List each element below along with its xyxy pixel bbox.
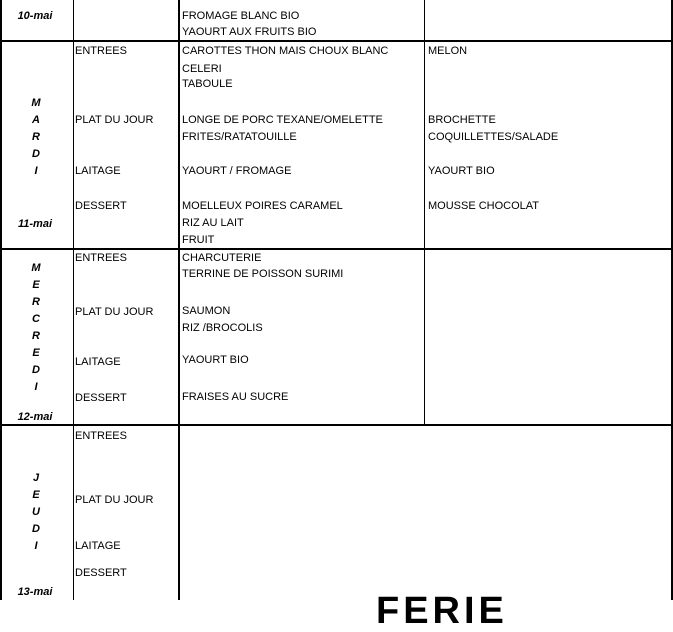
day-letter: E — [32, 279, 40, 291]
day-letter: J — [32, 472, 40, 484]
day-letter: C — [32, 313, 40, 325]
menu-item: CAROTTES THON MAIS CHOUX BLANC — [182, 45, 389, 57]
menu-item: CELERI — [182, 63, 222, 75]
menu-item: YAOURT BIO — [182, 354, 249, 366]
grid-line — [0, 0, 2, 600]
category-label: PLAT DU JOUR — [75, 494, 154, 506]
menu-item: RIZ AU LAIT — [182, 217, 244, 229]
day-letter: R — [32, 296, 40, 308]
day-letter: D — [32, 148, 40, 160]
menu-item: FRUIT — [182, 234, 215, 246]
category-label: DESSERT — [75, 200, 127, 212]
holiday-label: FERIE — [376, 590, 508, 632]
grid-line — [0, 40, 673, 42]
day-letter: R — [32, 330, 40, 342]
menu-item: BROCHETTE — [428, 114, 496, 126]
date-label: 12-mai — [17, 411, 53, 423]
day-letter: A — [32, 114, 40, 126]
menu-item: MELON — [428, 45, 468, 57]
day-letter: I — [34, 381, 38, 393]
category-label: LAITAGE — [75, 356, 121, 368]
day-letter: E — [32, 347, 40, 359]
menu-item: RIZ /BROCOLIS — [182, 322, 263, 334]
grid-line — [424, 0, 425, 425]
menu-item: LONGE DE PORC TEXANE/OMELETTE — [182, 114, 383, 126]
menu-item: YAOURT BIO — [428, 165, 495, 177]
grid-line — [73, 0, 74, 600]
day-letter: D — [32, 523, 40, 535]
menu-item: YAOURT / FROMAGE — [182, 165, 292, 177]
date-label: 10-mai — [17, 10, 53, 22]
day-letter: I — [34, 165, 38, 177]
category-label: ENTREES — [75, 252, 127, 264]
menu-item: FROMAGE BLANC BIO — [182, 10, 300, 22]
menu-item: COQUILLETTES/SALADE — [428, 131, 559, 143]
grid-line — [178, 0, 180, 600]
day-letter: U — [32, 506, 40, 518]
menu-item: TERRINE DE POISSON SURIMI — [182, 268, 344, 280]
menu-item: MOUSSE CHOCOLAT — [428, 200, 540, 212]
day-letter: M — [31, 262, 41, 274]
menu-item: YAOURT AUX FRUITS BIO — [182, 26, 317, 38]
category-label: ENTREES — [75, 45, 127, 57]
menu-item: FRAISES AU SUCRE — [182, 391, 289, 403]
day-letter: I — [34, 540, 38, 552]
day-letter: R — [32, 131, 40, 143]
menu-item: CHARCUTERIE — [182, 252, 262, 264]
category-label: LAITAGE — [75, 165, 121, 177]
category-label: PLAT DU JOUR — [75, 306, 154, 318]
menu-item: SAUMON — [182, 305, 231, 317]
date-label: 13-mai — [17, 586, 53, 598]
grid-line — [0, 424, 673, 426]
menu-item: FRITES/RATATOUILLE — [182, 131, 297, 143]
day-letter: M — [31, 97, 41, 109]
date-label: 11-mai — [17, 218, 53, 230]
category-label: LAITAGE — [75, 540, 121, 552]
menu-item: TABOULE — [182, 78, 233, 90]
category-label: ENTREES — [75, 430, 127, 442]
category-label: DESSERT — [75, 392, 127, 404]
day-letter: D — [32, 364, 40, 376]
category-label: DESSERT — [75, 567, 127, 579]
menu-item: MOELLEUX POIRES CARAMEL — [182, 200, 343, 212]
grid-line — [0, 248, 673, 250]
day-letter: E — [32, 489, 40, 501]
category-label: PLAT DU JOUR — [75, 114, 154, 126]
